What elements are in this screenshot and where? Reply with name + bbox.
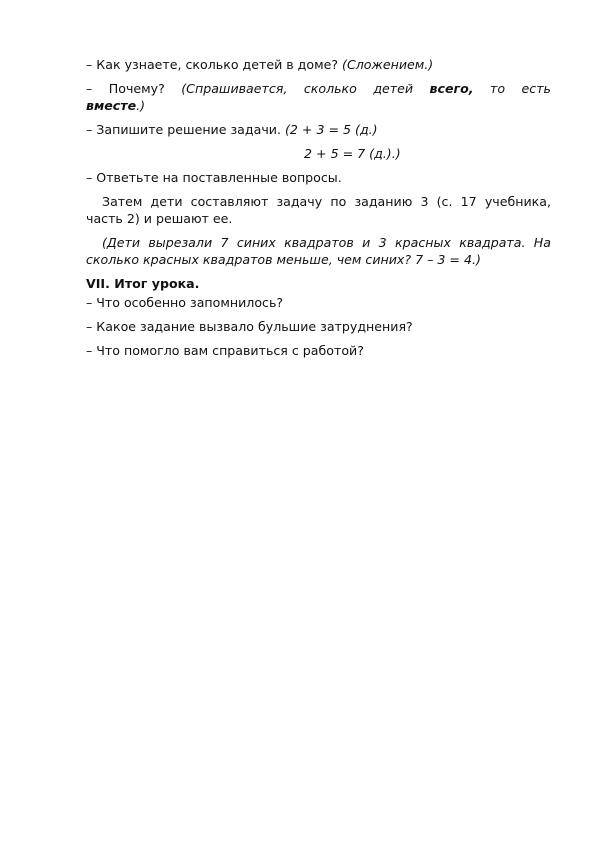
calculation-line-2: 2 + 5 = 7 (д.).)	[304, 146, 401, 161]
question-text: – Какое задание вызвало бульшие затруднения?	[86, 319, 413, 334]
question-text: – Ответьте на поставленные вопросы.	[86, 170, 342, 185]
question-text: – Почему?	[86, 81, 165, 96]
question-how-to-know	[86, 56, 551, 73]
paragraph-example-task	[86, 234, 551, 268]
question-write-solution	[86, 121, 551, 138]
heading-text: VII. Итог урока.	[86, 276, 200, 291]
paragraph-compose-task	[86, 193, 551, 227]
example-task-italic: (Дети вырезали 7 синих квадратов и 3 красных квадрата. На сколько красных квадратов меньше, чем синих? 7 – 3 = 4.)	[86, 235, 551, 267]
calculation-line-2-row	[86, 145, 551, 162]
emphasis-word: вместе	[86, 98, 137, 113]
reflection-question-1	[86, 294, 551, 311]
question-answer-questions	[86, 169, 551, 186]
section-heading	[86, 275, 551, 292]
paragraph-text: Затем дети составляют задачу по заданию 3 (с. 17 учебника, часть 2) и решают ее.	[86, 194, 551, 226]
reflection-question-2	[86, 318, 551, 335]
question-text: – Что помогло вам справиться с работой?	[86, 343, 364, 358]
question-text: – Как узнаете, сколько детей в доме?	[86, 57, 339, 72]
document-body	[86, 56, 551, 366]
question-text: – Запишите решение задачи.	[86, 122, 281, 137]
answer-part: (Спрашивается, сколько детей	[181, 81, 414, 96]
question-text: – Что особенно запомнилось?	[86, 295, 284, 310]
answer-part: то есть	[490, 81, 551, 96]
question-why	[86, 80, 551, 114]
answer-part: .)	[136, 98, 146, 113]
emphasis-word: всего,	[429, 81, 474, 96]
calculation-line-1: (2 + 3 = 5 (д.)	[284, 122, 378, 137]
answer-italic: (Сложением.)	[342, 57, 434, 72]
reflection-question-3	[86, 342, 551, 359]
